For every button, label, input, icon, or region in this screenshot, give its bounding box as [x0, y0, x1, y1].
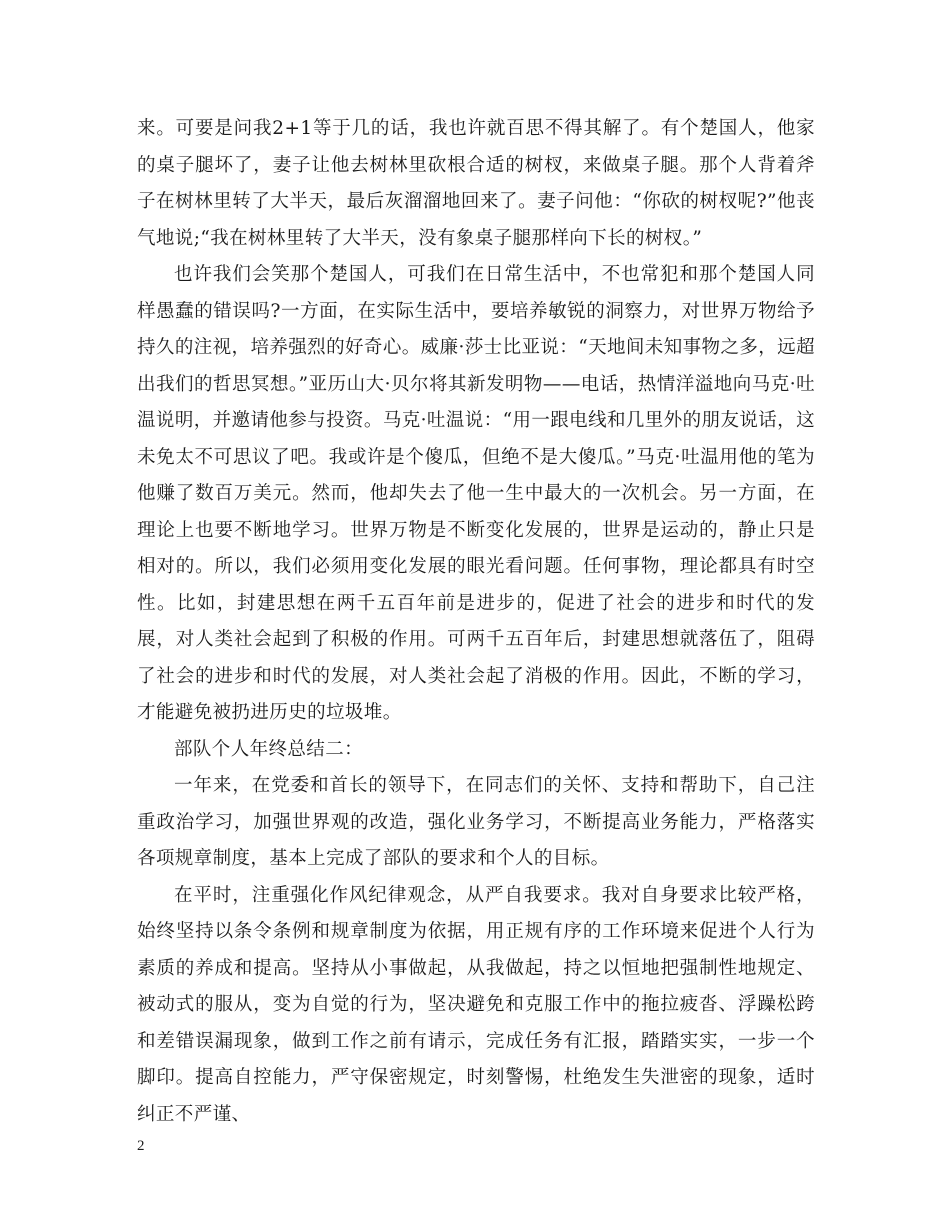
- paragraph-year-overview: 一年来，在党委和首长的领导下，在同志们的关怀、支持和帮助下，自己注重政治学习，加强世界观的改造，强化业务学习，不断提高业务能力，严格落实各项规章制度，基本上完成了部队的要求和个人的目标。: [137, 775, 815, 869]
- paragraph-continued-story: 来。可要是问我2+1等于几的话，我也许就百思不得其解了。有个楚国人，他家的桌子腿坏了，妻子让他去树林里砍根合适的树杈，来做桌子腿。那个人背着斧子在树林里转了大半天，最后灰溜溜地回来了。妻子问他：“你砍的树杈呢?”他丧气地说;“我在树林里转了大半天，没有象桌子腿那样向下长的树杈。”: [137, 118, 815, 249]
- paragraph-discipline: 在平时，注重强化作风纪律观念，从严自我要求。我对自身要求比较严格，始终坚持以条令条例和规章制度为依据，用正规有序的工作环境来促进个人行为素质的养成和提高。坚持从小事做起，从我做起，持之以恒地把强制性地规定、被动式的服从，变为自觉的行为，坚决避免和克服工作中的拖拉疲沓、浮躁松跨和差错误漏现象，做到工作之前有请示，完成任务有汇报，踏踏实实，一步一个脚印。提高自控能力，严守保密规定，时刻警惕，杜绝发生失泄密的现象，适时纠正不严谨、: [137, 884, 815, 1125]
- paragraph-learning-reflection: 也许我们会笑那个楚国人，可我们在日常生活中，不也常犯和那个楚国人同样愚蠢的错误吗?一方面，在实际生活中，要培养敏锐的洞察力，对世界万物给予持久的注视，培养强烈的好奇心。威廉·莎士比亚说：“天地间未知事物之多，远超出我们的哲思冥想。”亚历山大·贝尔将其新发明物——电话，热情洋溢地向马克·吐温说明，并邀请他参与投资。马克·吐温说：“用一跟电线和几里外的朋友说话，这未免太不可思议了吧。我或许是个傻瓜，但绝不是大傻瓜。”马克·吐温用他的笔为他赚了数百万美元。然而，他却失去了他一生中最大的一次机会。另一方面，在理论上也要不断地学习。世界万物是不断变化发展的，世界是运动的，静止只是相对的。所以，我们必须用变化发展的眼光看问题。任何事物，理论都具有时空性。比如，封建思想在两千五百年前是进步的，促进了社会的进步和时代的发展，对人类社会起到了积极的作用。可两千五百年后，封建思想就落伍了，阻碍了社会的进步和时代的发展，对人类社会起了消极的作用。因此，不断的学习，才能避免被扔进历史的垃圾堆。: [137, 264, 815, 723]
- page-number: 2: [137, 1138, 145, 1154]
- document-body: [137, 111, 815, 1133]
- section-heading-summary-two: 部队个人年终总结二：: [174, 738, 364, 760]
